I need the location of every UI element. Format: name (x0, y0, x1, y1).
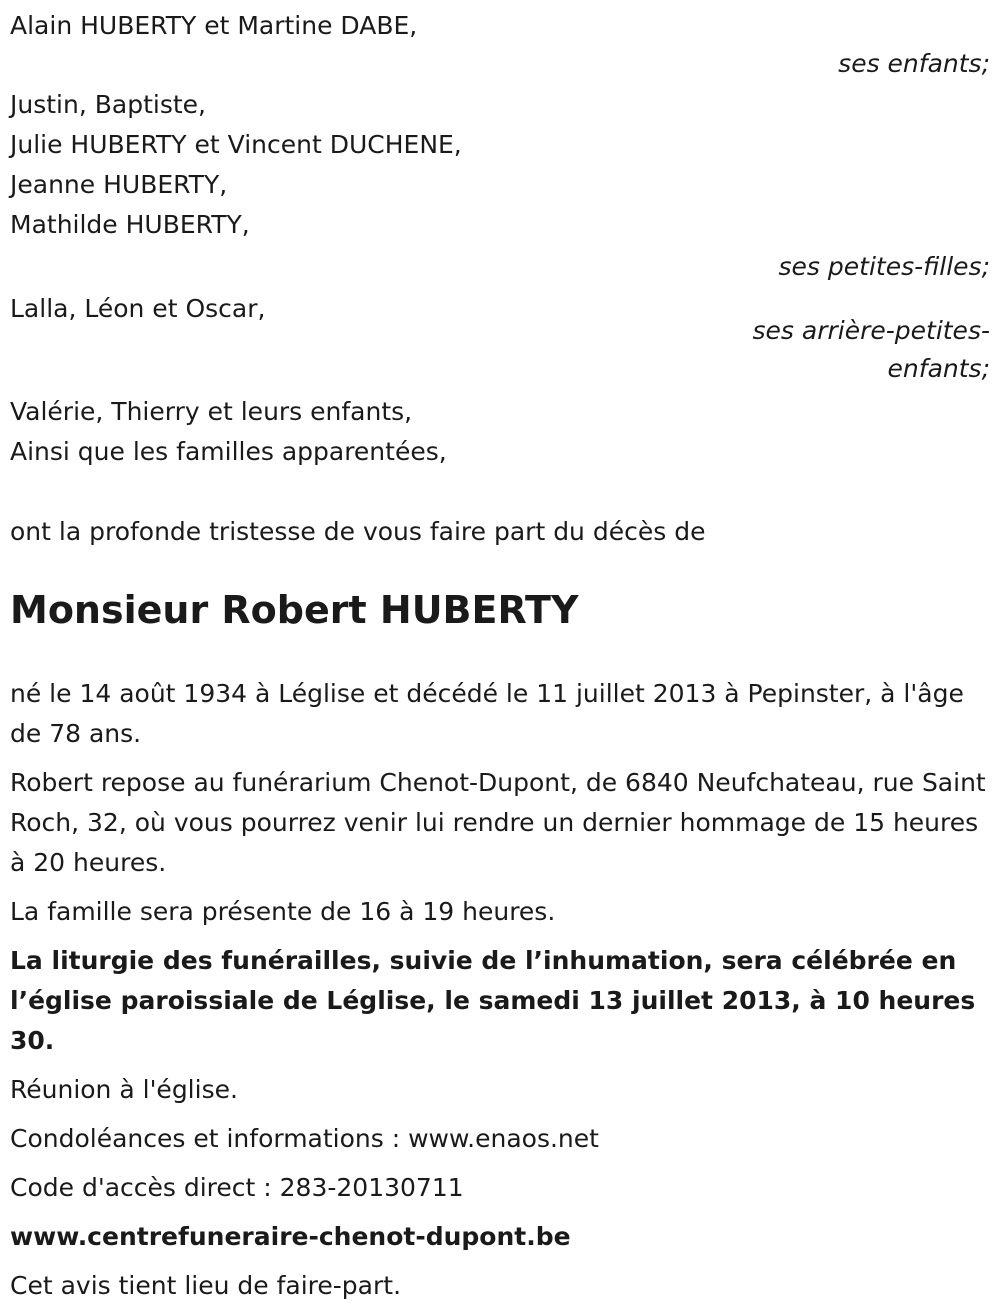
access-code-text: Code d'accès direct : 283-20130711 (10, 1173, 464, 1202)
other-family-line: Ainsi que les familles apparentées, (10, 437, 447, 466)
great-grandchildren-role-line1: ses arrière-petites- (752, 316, 990, 345)
great-grandchildren-names: Lalla, Léon et Oscar, (10, 294, 266, 323)
notice-text: Cet avis tient lieu de faire-part. (10, 1271, 402, 1300)
deceased-name: Monsieur Robert HUBERTY (10, 588, 579, 632)
great-grandchildren-role-line2: enfants; (887, 354, 990, 383)
grandchild-line: Julie HUBERTY et Vincent DUCHENE, (10, 130, 462, 159)
children-role: ses enfants; (838, 49, 990, 78)
grandchild-line: Justin, Baptiste, (10, 90, 206, 119)
meeting-text: Réunion à l'église. (10, 1075, 238, 1104)
website-link[interactable]: www.centrefuneraire-chenot-dupont.be (10, 1222, 571, 1251)
other-family-list (10, 392, 992, 472)
condolences-text: Condoléances et informations : www.enaos.net (10, 1124, 599, 1153)
grandchildren-list (10, 85, 992, 245)
announcement-text: ont la profonde tristesse de vous faire part du décès de (10, 517, 706, 546)
liturgy-text: La liturgie des funérailles, suivie de l’inhumation, sera célébrée en l’église paroissiale de Léglise, le samedi 13 juillet 2013, à 10 heures 30. (10, 946, 976, 1055)
birth-death-text: né le 14 août 1934 à Léglise et décédé le 11 juillet 2013 à Pepinster, à l'âge de 78 ans. (10, 679, 964, 748)
family-presence-text: La famille sera présente de 16 à 19 heures. (10, 897, 556, 926)
children-names: Alain HUBERTY et Martine DABE, (10, 11, 418, 40)
grandchild-line: Mathilde HUBERTY, (10, 210, 250, 239)
grandchild-line: Jeanne HUBERTY, (10, 170, 228, 199)
repose-text: Robert repose au funérarium Chenot-Dupont, de 6840 Neufchateau, rue Saint Roch, 32, où vous pourrez venir lui rendre un dernier hommage de 15 heures à 20 heures. (10, 768, 986, 877)
grandchildren-role: ses petites-filles; (778, 252, 990, 281)
other-family-line: Valérie, Thierry et leurs enfants, (10, 397, 413, 426)
